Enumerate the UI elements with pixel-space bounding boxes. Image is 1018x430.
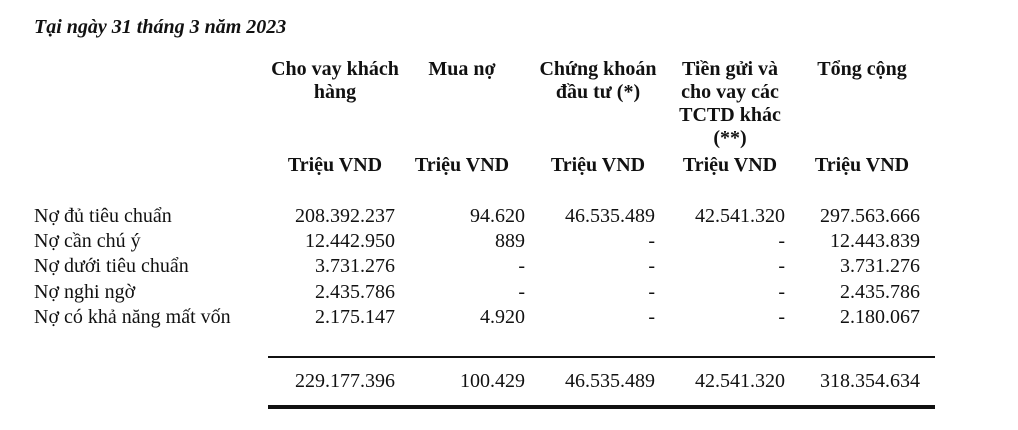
cell-value: 2.435.786 <box>315 281 395 303</box>
row-label: Nợ nghi ngờ <box>34 281 136 303</box>
row-label: Nợ đủ tiêu chuẩn <box>34 205 172 227</box>
total-value: 46.535.489 <box>565 370 655 392</box>
column-unit: Triệu VND <box>550 154 646 176</box>
cell-value: - <box>778 306 785 328</box>
cell-value: 2.435.786 <box>840 281 920 303</box>
total-double-line <box>268 405 935 409</box>
cell-value: 208.392.237 <box>295 205 395 227</box>
cell-value: 12.443.839 <box>830 230 920 252</box>
column-unit: Triệu VND <box>414 154 510 176</box>
cell-value: 12.442.950 <box>305 230 395 252</box>
cell-value: 94.620 <box>470 205 525 227</box>
column-header: Chứng khoán đầu tư (*) <box>539 58 657 103</box>
cell-value: - <box>648 255 655 277</box>
cell-value: - <box>648 230 655 252</box>
subtotal-line <box>268 356 935 358</box>
cell-value: - <box>778 230 785 252</box>
row-label: Nợ có khả năng mất vốn <box>34 306 231 328</box>
cell-value: - <box>648 281 655 303</box>
column-header: Cho vay khách hàng <box>271 58 399 103</box>
cell-value: - <box>648 306 655 328</box>
cell-value: - <box>518 255 525 277</box>
total-value: 229.177.396 <box>295 370 395 392</box>
cell-value: 4.920 <box>480 306 525 328</box>
column-unit: Triệu VND <box>682 154 778 176</box>
column-unit: Triệu VND <box>814 154 910 176</box>
cell-value: 46.535.489 <box>565 205 655 227</box>
cell-value: - <box>518 281 525 303</box>
total-value: 42.541.320 <box>695 370 785 392</box>
cell-value: - <box>778 281 785 303</box>
cell-value: 2.175.147 <box>315 306 395 328</box>
cell-value: - <box>778 255 785 277</box>
column-unit: Triệu VND <box>287 154 383 176</box>
total-value: 318.354.634 <box>820 370 920 392</box>
row-label: Nợ cần chú ý <box>34 230 141 252</box>
column-header: Tiền gửi và cho vay các TCTD khác (**) <box>679 58 781 149</box>
cell-value: 2.180.067 <box>840 306 920 328</box>
cell-value: 889 <box>495 230 525 252</box>
cell-value: 297.563.666 <box>820 205 920 227</box>
total-value: 100.429 <box>460 370 525 392</box>
row-label: Nợ dưới tiêu chuẩn <box>34 255 189 277</box>
cell-value: 3.731.276 <box>840 255 920 277</box>
table-title: Tại ngày 31 tháng 3 năm 2023 <box>34 16 287 38</box>
column-header: Mua nợ <box>428 58 496 80</box>
cell-value: 3.731.276 <box>315 255 395 277</box>
cell-value: 42.541.320 <box>695 205 785 227</box>
column-header: Tổng cộng <box>817 58 907 80</box>
